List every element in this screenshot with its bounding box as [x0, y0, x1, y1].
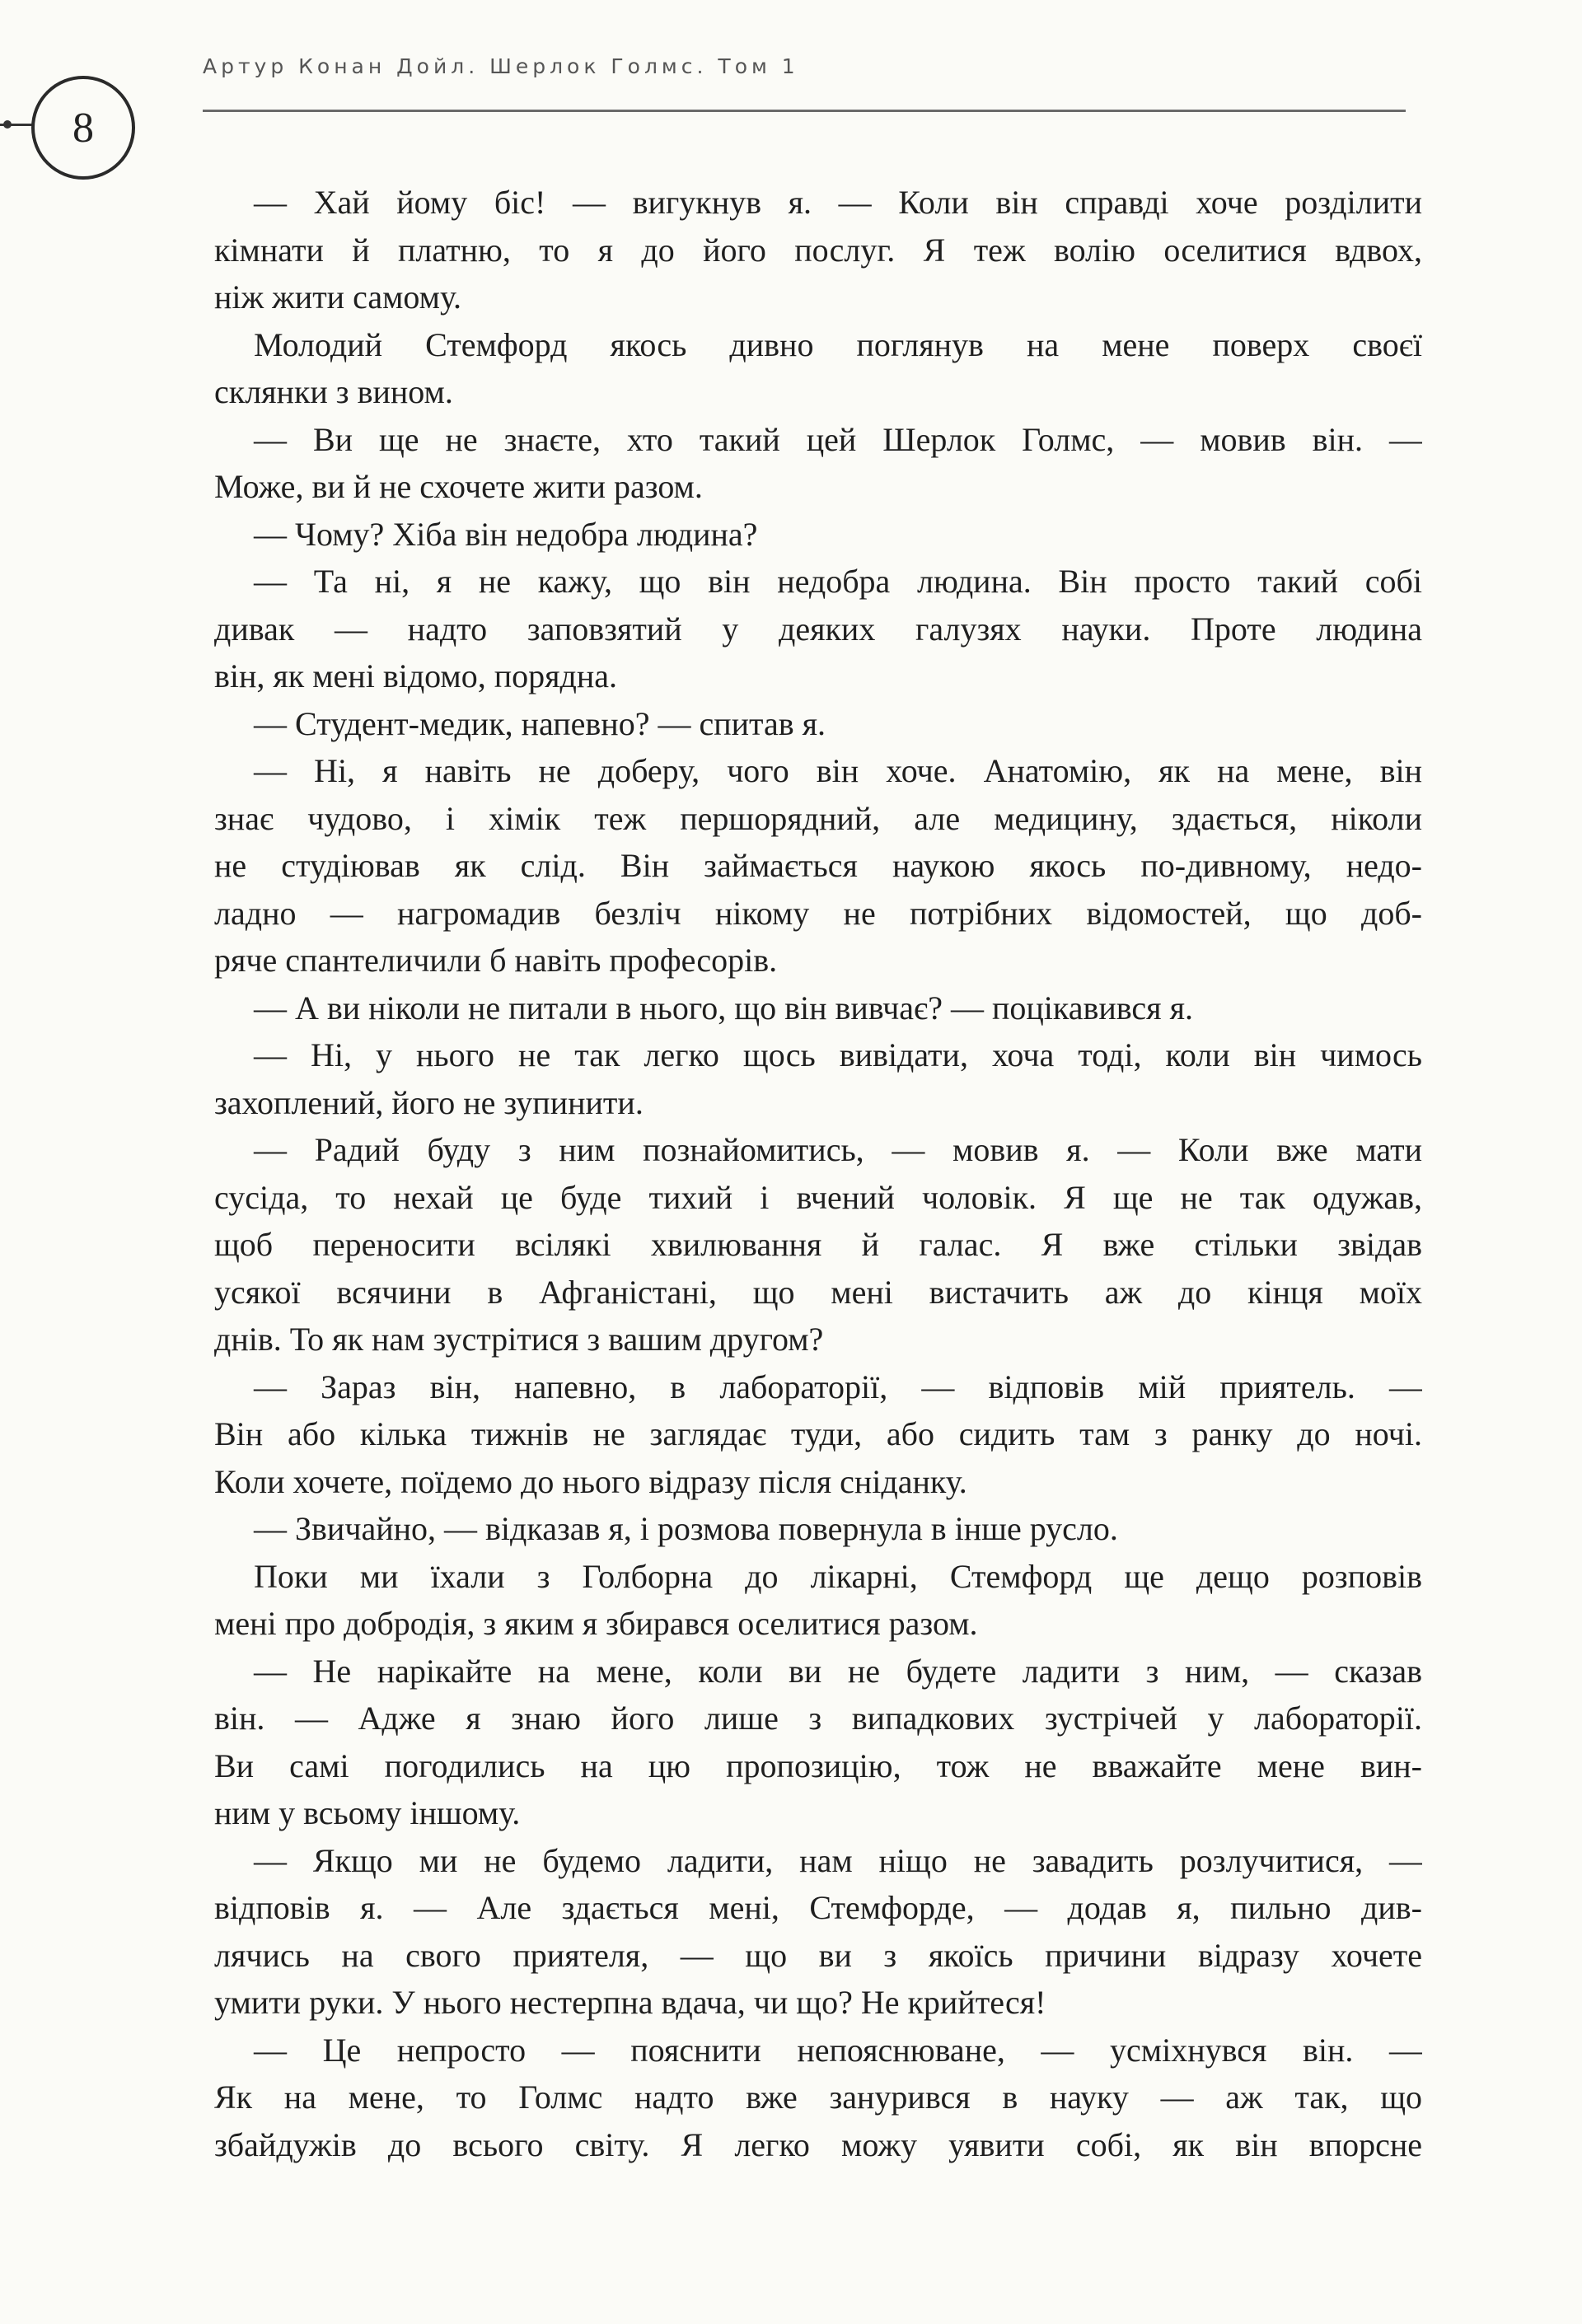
text-line: лячись на свого приятеля, — що ви з якоїсь причини відразу хочете	[214, 1936, 1422, 1974]
paragraph	[214, 1031, 1422, 1126]
paragraph	[214, 511, 1422, 559]
text-line: ряче спантеличили б навіть професорів.	[214, 942, 778, 979]
paragraph	[214, 984, 1422, 1032]
header-divider	[203, 110, 1406, 112]
paragraph	[214, 1553, 1422, 1648]
text-line: кімнати й платню, то я до його послуг. Я теж волію оселитися вдвох,	[214, 231, 1422, 269]
paragraph	[214, 1126, 1422, 1363]
text-line: усякої всячини в Афганістані, що мені вистачить аж до кінця моїх	[214, 1273, 1422, 1311]
paragraph	[214, 558, 1422, 700]
text-line: Поки ми їхали з Голборна до лікарні, Стемфорд ще дещо розповів	[254, 1557, 1422, 1595]
body-text	[214, 179, 1422, 2168]
text-line: — Ви ще не знаєте, хто такий цей Шерлок Голмс, — мовив він. —	[254, 420, 1422, 458]
text-line: — Звичайно, — відказав я, і розмова повернула в інше русло.	[254, 1510, 1118, 1547]
text-line: — Радий буду з ним познайомитись, — мовив я. — Коли вже мати	[254, 1131, 1422, 1168]
text-line: Молодий Стемфорд якось дивно поглянув на мене поверх своєї	[254, 325, 1422, 363]
text-line: він, як мені відомо, порядна.	[214, 657, 618, 694]
text-line: дивак — надто заповзятий у деяких галузях науки. Проте людина	[214, 610, 1422, 648]
paragraph	[214, 416, 1422, 511]
paragraph	[214, 747, 1422, 984]
running-header: Артур Конан Дойл. Шерлок Голмс. Том 1	[203, 54, 799, 78]
text-line: ним у всьому іншому.	[214, 1794, 521, 1831]
paragraph	[214, 1648, 1422, 1837]
text-line: — Це непросто — пояснити непояснюване, — усміхнувся він. —	[254, 2031, 1422, 2069]
text-line: склянки з вином.	[214, 373, 453, 410]
page-marker-dot	[3, 120, 12, 129]
text-line: захоплений, його не зупинити.	[214, 1083, 644, 1121]
text-line: — Якщо ми не будемо ладити, нам ніщо не завадить розлучитися, —	[254, 1841, 1422, 1879]
paragraph	[214, 1837, 1422, 2027]
text-line: днів. То як нам зустрітися з вашим другом?	[214, 1321, 824, 1358]
text-line: — Ні, у нього не так легко щось вивідати, хоча тоді, коли він чимось	[254, 1036, 1422, 1073]
text-line: мені про добродія, з яким я збирався оселитися разом.	[214, 1605, 978, 1642]
paragraph	[214, 179, 1422, 321]
text-line: Як на мене, то Голмс надто вже занурився в науку — аж так, що	[214, 2079, 1422, 2116]
page-number	[31, 76, 135, 180]
text-line: Може, ви й не схочете жити разом.	[214, 468, 703, 505]
text-line: — Не нарікайте на мене, коли ви не будете ладити з ним, — сказав	[254, 1652, 1422, 1690]
text-line: ніж жити самому.	[214, 278, 461, 316]
text-line: — Ні, я навіть не доберу, чого він хоче. Анатомію, як на мене, він	[254, 752, 1422, 789]
text-line: — Студент-медик, напевно? — спитав я.	[254, 704, 826, 742]
text-line: ладно — нагромадив безліч нікому не потрібних відомостей, що доб-	[214, 894, 1422, 932]
page-number-text: 8	[73, 104, 94, 152]
text-line: Ви самі погодились на цю пропозицію, тож не вважайте мене вин-	[214, 1747, 1422, 1784]
text-line: відповів я. — Але здається мені, Стемфорде, — додав я, пильно див-	[214, 1889, 1422, 1926]
text-line: умити руки. У нього нестерпна вдача, чи що? Не крийтеся!	[214, 1984, 1046, 2021]
paragraph	[214, 321, 1422, 416]
text-line: знає чудово, і хімік теж першорядний, але медицину, здається, ніколи	[214, 799, 1422, 837]
text-line: не студіював як слід. Він займається наукою якось по-дивному, недо-	[214, 847, 1422, 884]
text-line: Коли хочете, поїдемо до нього відразу після сніданку.	[214, 1462, 967, 1500]
text-line: — Хай йому біс! — вигукнув я. — Коли він справді хоче розділити	[254, 184, 1422, 221]
text-line: — А ви ніколи не питали в нього, що він вивчає? — поцікавився я.	[254, 989, 1193, 1026]
text-line: Він або кілька тижнів не заглядає туди, або сидить там з ранку до ночі.	[214, 1415, 1422, 1452]
paragraph	[214, 700, 1422, 748]
paragraph	[214, 1363, 1422, 1506]
text-line: — Зараз він, напевно, в лабораторії, — відповів мій приятель. —	[254, 1368, 1422, 1405]
text-line: сусіда, то нехай це буде тихий і вчений чоловік. Я ще не так одужав,	[214, 1178, 1422, 1216]
paragraph	[214, 2027, 1422, 2169]
text-line: щоб переносити всілякі хвилювання й галас. Я вже стільки звідав	[214, 1226, 1422, 1263]
text-line: — Чому? Хіба він недобра людина?	[254, 515, 758, 553]
text-line: він. — Адже я знаю його лише з випадкових зустрічей у лабораторії.	[214, 1700, 1422, 1737]
text-line: збайдужів до всього світу. Я легко можу уявити собі, як він впорсне	[214, 2125, 1422, 2163]
paragraph	[214, 1505, 1422, 1553]
text-line: — Та ні, я не кажу, що він недобра людина. Він просто такий собі	[254, 563, 1422, 600]
